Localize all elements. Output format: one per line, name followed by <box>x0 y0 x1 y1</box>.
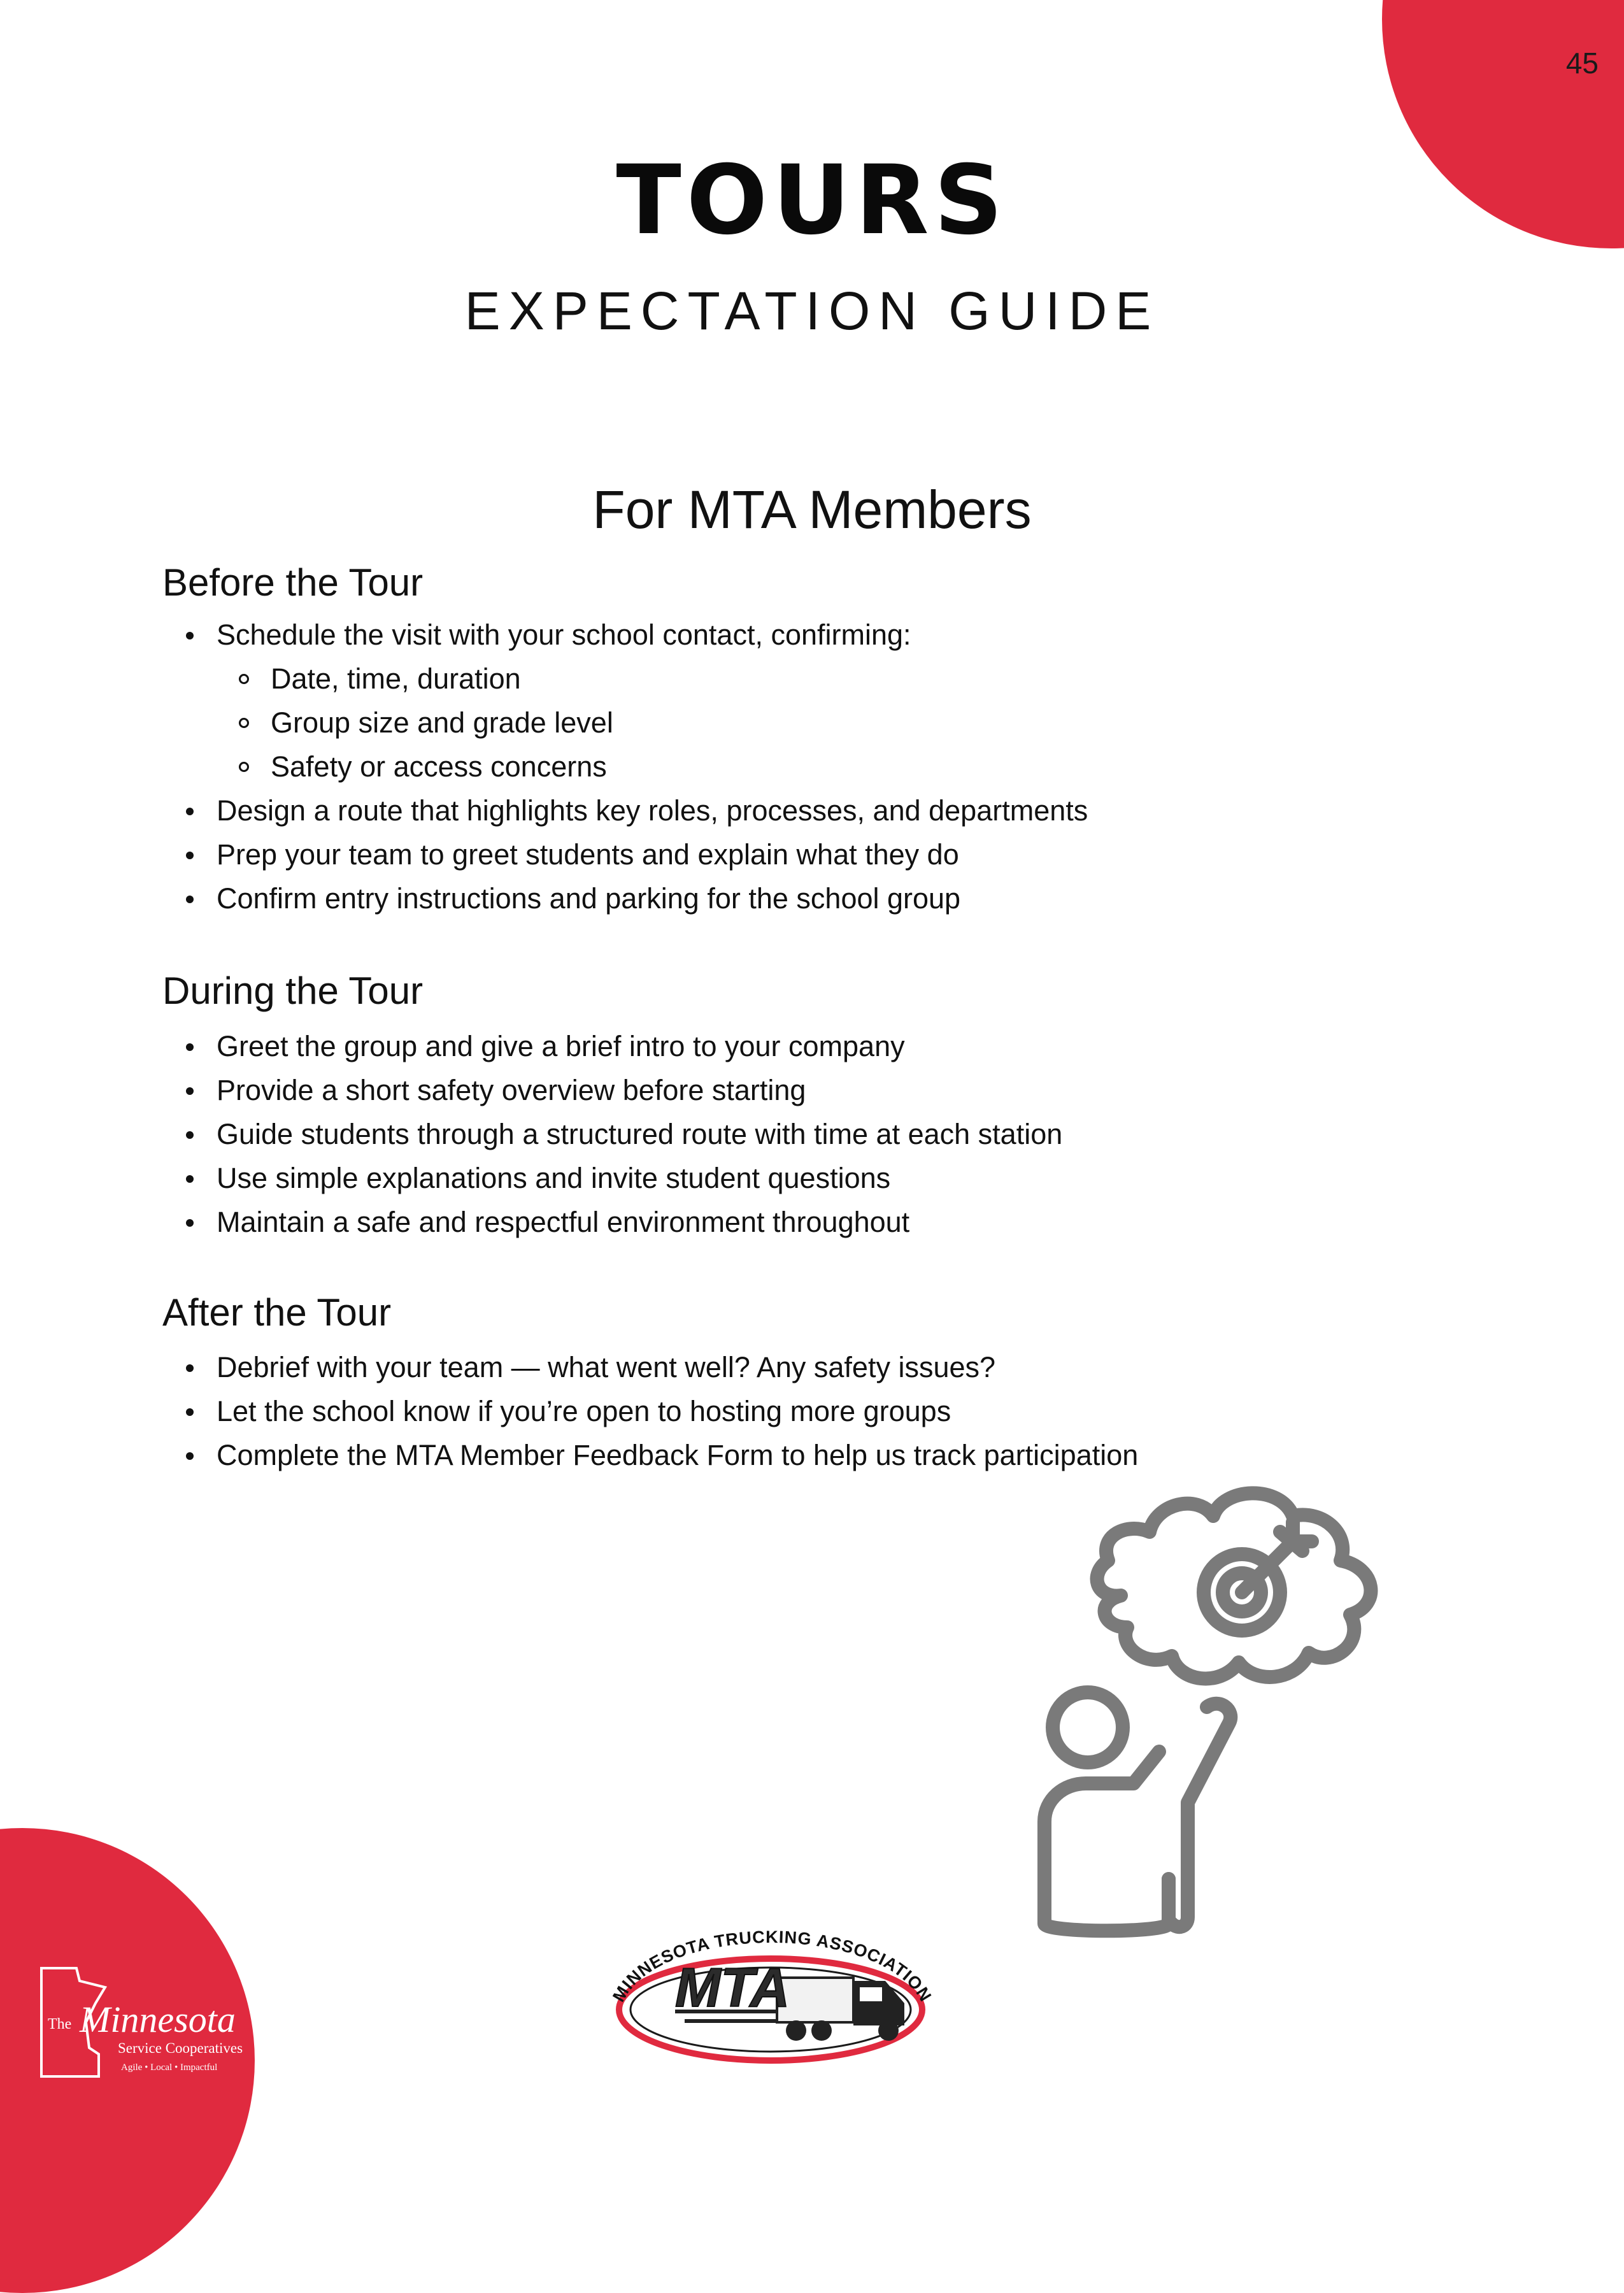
list-item: Prep your team to greet students and explain what they do <box>162 832 1372 876</box>
list-item: Let the school know if you’re open to hosting more groups <box>162 1389 1372 1433</box>
mta-letters: MTA <box>675 1957 790 2018</box>
section-heading-before: Before the Tour <box>162 561 424 604</box>
minnesota-service-cooperatives-logo <box>29 1959 245 2092</box>
mta-arc-text: MINNESOTA TRUCKING ASSOCIATION <box>609 1927 936 2005</box>
list-item: Debrief with your team — what went well? Any safety issues? <box>162 1345 1372 1389</box>
list-item: Guide students through a structured route with time at each station <box>162 1112 1372 1156</box>
logo-service-cooperatives-text: Service Cooperatives <box>118 2040 243 2056</box>
list-item: Complete the MTA Member Feedback Form to help us track participation <box>162 1433 1372 1477</box>
logo-minnesota-text: Minnesota <box>80 1999 236 2040</box>
list-item: Design a route that highlights key roles, processes, and departments <box>162 789 1372 832</box>
list-item: Use simple explanations and invite student questions <box>162 1156 1372 1200</box>
logo-the-text: The <box>48 2016 72 2032</box>
mta-truck-logo <box>605 1904 936 2067</box>
audience-heading: For MTA Members <box>592 480 1032 539</box>
list-item: Confirm entry instructions and parking for the school group <box>162 876 1372 920</box>
during-tour-list <box>162 1024 1372 1244</box>
list-item: Maintain a safe and respectful environment throughout <box>162 1200 1372 1244</box>
before-tour-list <box>162 613 1372 920</box>
page-subtitle: EXPECTATION GUIDE <box>464 281 1160 341</box>
after-tour-list <box>162 1345 1372 1477</box>
section-heading-during: During the Tour <box>162 969 424 1012</box>
list-item: Provide a short safety overview before starting <box>162 1068 1372 1112</box>
logo-tagline-text: Agile • Local • Impactful <box>121 2062 218 2073</box>
list-subitem: Date, time, duration <box>162 657 1372 701</box>
list-subitem: Group size and grade level <box>162 701 1372 745</box>
list-item: Schedule the visit with your school contact, confirming: <box>162 613 1372 657</box>
section-heading-after: After the Tour <box>162 1291 392 1334</box>
list-subitem: Safety or access concerns <box>162 745 1372 789</box>
person-thinking-target-icon <box>994 1478 1478 1949</box>
page-title: TOURS <box>616 145 1008 256</box>
list-item: Greet the group and give a brief intro to your company <box>162 1024 1372 1068</box>
page-number: 45 <box>1565 46 1599 80</box>
